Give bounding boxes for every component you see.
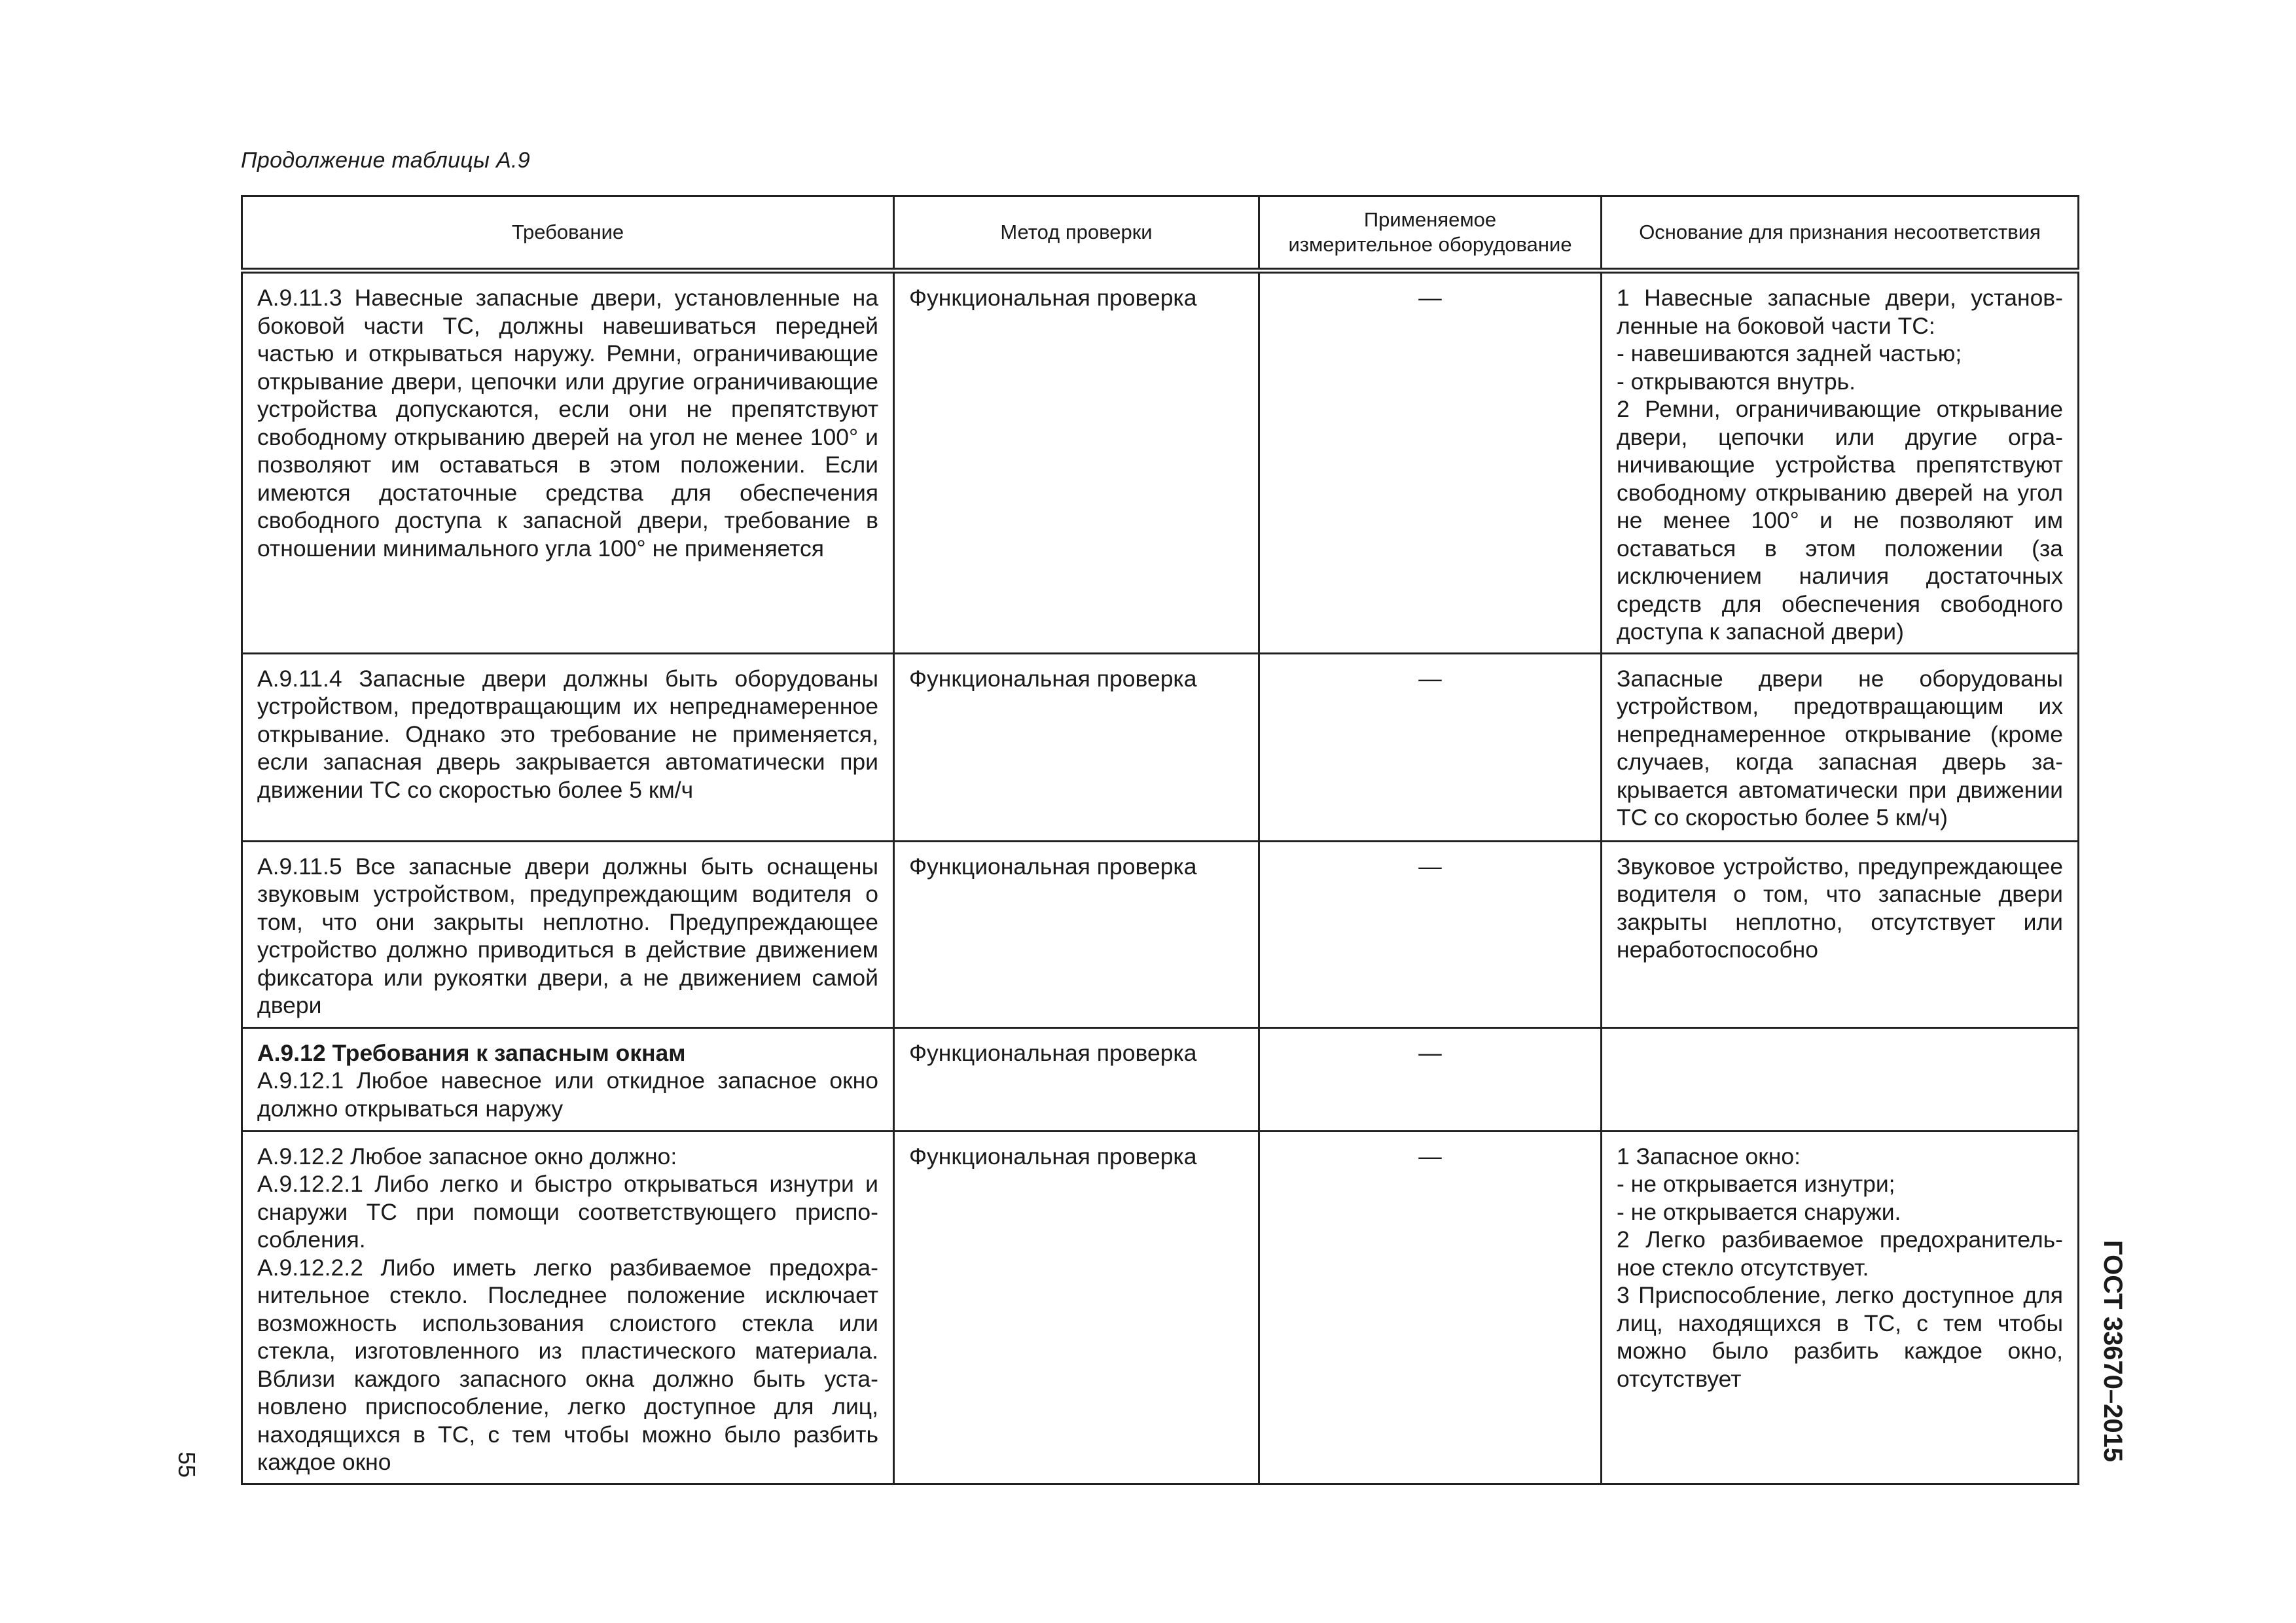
requirement-cell xyxy=(242,1027,894,1131)
requirement-cell xyxy=(242,653,894,841)
header-requirement: Требование xyxy=(242,196,894,271)
requirement-text: А.9.12.2.2 Либо иметь легко разбиваемое предохранительное стекло. Последнее положение исключает возможность использования слоистого стекла или стекла, изготовленного из пластического материала. Вблизи каждого запасного окна должно быть установлено приспособление, легко доступное для лиц, находящихся в ТС, с тем чтобы можно было разбить каждое окно xyxy=(257,1254,878,1475)
basis-text: 1 Запасное окно: xyxy=(1617,1143,1801,1169)
table-row xyxy=(242,271,2079,654)
table-row xyxy=(242,841,2079,1027)
basis-cell xyxy=(1602,271,2079,654)
standard-code: ГОСТ 33670–2015 xyxy=(2098,1240,2127,1463)
table-caption: Продолжение таблицы А.9 xyxy=(241,148,531,173)
method-cell xyxy=(894,653,1259,841)
basis-text: 2 Ремни, ограничивающие открывание двери, цепочки или другие ограничивающие устройства препятствуют свободному открыванию дверей на угол не менее 100° и не позволяют им оставаться в этом положении (за исключением наличия достаточных средств для обеспечения свободного доступа к запасной двери) xyxy=(1617,396,2063,645)
section-heading: А.9.12 Требования к запасным окнам xyxy=(257,1039,686,1066)
method-text: Функциональная проверка xyxy=(909,1143,1197,1169)
table-row xyxy=(242,653,2079,841)
header-equipment xyxy=(1259,196,1602,271)
basis-text: Запасные двери не оборудованы устройством, предотвращающим их непреднамеренное открывание (кроме случаев, когда запасная дверь закрывается автоматически при движении ТС со скоростью более 5 км/ч) xyxy=(1617,665,2063,830)
basis-text: - открываются внутрь. xyxy=(1617,368,1856,395)
method-text: Функциональная проверка xyxy=(909,665,1197,692)
basis-cell xyxy=(1602,1131,2079,1484)
equipment-cell xyxy=(1259,1131,1602,1484)
method-cell xyxy=(894,1027,1259,1131)
basis-text: 2 Легко разбиваемое предохранительное стекло отсутствует. xyxy=(1617,1226,2063,1281)
basis-cell xyxy=(1602,1027,2079,1131)
table-row xyxy=(242,1131,2079,1484)
equipment-text: — xyxy=(1418,285,1442,311)
equipment-text: — xyxy=(1418,665,1442,692)
header-method: Метод проверки xyxy=(894,196,1259,271)
method-cell xyxy=(894,271,1259,654)
requirement-text: А.9.12.2 Любое запасное окно должно: xyxy=(257,1143,677,1169)
requirement-cell xyxy=(242,841,894,1027)
equipment-text: — xyxy=(1418,853,1442,880)
equipment-text: — xyxy=(1418,1143,1442,1169)
requirement-text: А.9.11.4 Запасные двери должны быть оборудованы устройством, предотвращающим их непреднамеренное открывание. Однако это требование не применяется, если запасная дверь закрывается автоматически при движении ТС со скоростью более 5 км/ч xyxy=(257,665,878,803)
requirement-text: А.9.11.3 Навесные запасные двери, установленные на боковой части ТС, должны навешиваться передней частью и открываться наружу. Ремни, ограничивающие открывание двери, цепочки или другие ограничивающие устройства допускаются, если они не препятствуют свободному открыванию дверей на угол не менее 100° и позволяют им оставаться в этом положении. Если имеются достаточные средства для обеспечения свободного доступа к запасной двери, требование в отношении минимального угла 100° не применяется xyxy=(257,285,878,562)
equipment-text: — xyxy=(1418,1039,1442,1066)
basis-text: - не открывается изнутри; xyxy=(1617,1171,1895,1197)
header-equipment-line2: измерительное оборудование xyxy=(1288,233,1572,256)
requirements-table xyxy=(241,195,2079,1485)
basis-text: 1 Навесные запасные двери, установленные на боковой части ТС: xyxy=(1617,285,2063,339)
equipment-cell xyxy=(1259,271,1602,654)
table-row xyxy=(242,1027,2079,1131)
header-basis: Основание для признания несоответствия xyxy=(1602,196,2079,271)
basis-text: Звуковое устройство, предупреждающее водителя о том, что запасные двери закрыты неплотно, отсутствует или неработоспособно xyxy=(1617,853,2063,963)
method-text: Функциональная проверка xyxy=(909,285,1197,311)
basis-text: - навешиваются задней частью; xyxy=(1617,340,1962,366)
requirement-text: А.9.12.2.1 Либо легко и быстро открываться изнутри и снаружи ТС при помощи соответствующего приспособления. xyxy=(257,1171,878,1253)
header-equipment-line1: Применяемое xyxy=(1363,208,1497,231)
requirement-text: А.9.11.5 Все запасные двери должны быть оснащены звуковым устройством, предупреждающим водителя о том, что они закрыты неплотно. Предупреждающее устройство должно приводиться в действие движением фиксатора или рукоятки двери, а не движением самой двери xyxy=(257,853,878,1018)
method-cell xyxy=(894,841,1259,1027)
basis-cell xyxy=(1602,653,2079,841)
basis-text: 3 Приспособление, легко доступное для лиц, находящихся в ТС, с тем чтобы можно было разбить каждое окно, отсутствует xyxy=(1617,1282,2063,1392)
equipment-cell xyxy=(1259,841,1602,1027)
equipment-cell xyxy=(1259,1027,1602,1131)
page-number: 55 xyxy=(173,1452,200,1478)
method-cell xyxy=(894,1131,1259,1484)
basis-text: - не открывается снаружи. xyxy=(1617,1198,1901,1225)
requirement-cell xyxy=(242,271,894,654)
basis-cell xyxy=(1602,841,2079,1027)
table-header-row xyxy=(242,196,2079,271)
requirement-text: А.9.12.1 Любое навесное или откидное запасное окно должно открываться наружу xyxy=(257,1067,878,1122)
equipment-cell xyxy=(1259,653,1602,841)
method-text: Функциональная проверка xyxy=(909,853,1197,880)
method-text: Функциональная проверка xyxy=(909,1039,1197,1066)
requirement-cell xyxy=(242,1131,894,1484)
